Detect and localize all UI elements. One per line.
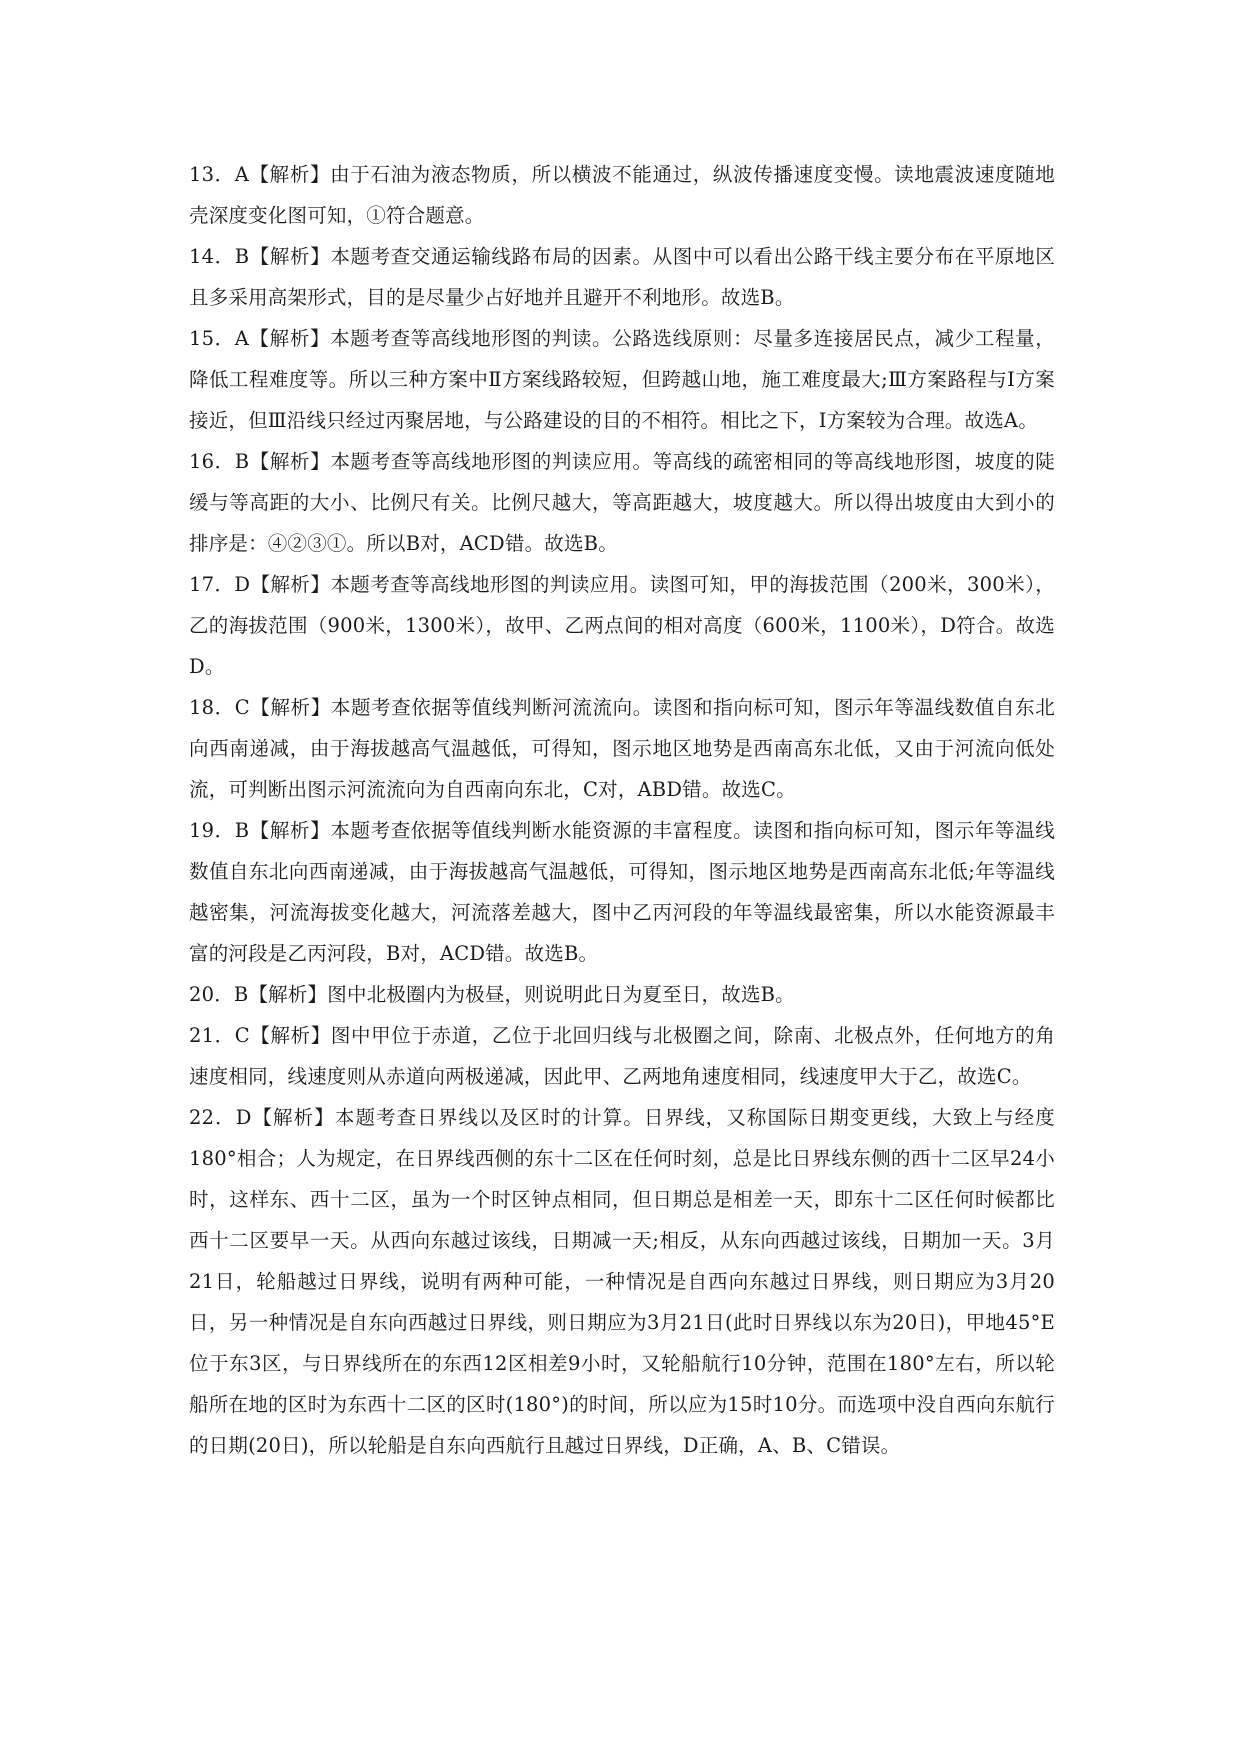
answer-explanations — [189, 154, 1055, 1466]
answer-22: 22．D【解析】本题考查日界线以及区时的计算。日界线，又称国际日期变更线，大致上与经度180°相合；人为规定，在日界线西侧的东十二区在任何时刻，总是比日界线东侧的西十二区早24小时，这样东、西十二区，虽为一个时区钟点相同，但日期总是相差一天，即东十二区任何时候都比西十二区要早一天。从西向东越过该线，日期减一天;相反，从东向西越过该线，日期加一天。3月21日，轮船越过日界线，说明有两种可能，一种情况是自西向东越过日界线，则日期应为3月20日，另一种情况是自东向西越过日界线，则日期应为3月21日(此时日界线以东为20日)，甲地45°E位于东3区，与日界线所在的东西12区相差9小时，又轮船航行10分钟，范围在180°左右，所以轮船所在地的区时为东西十二区的区时(180°)的时间，所以应为15时10分。而选项中没自西向东航行的日期(20日)，所以轮船是自东向西航行且越过日界线，D正确，A、B、C错误。 — [189, 1106, 1055, 1457]
answer-20: 20．B【解析】图中北极圈内为极昼，则说明此日为夏至日，故选B。 — [189, 983, 795, 1006]
answer-19: 19．B【解析】本题考查依据等值线判断水能资源的丰富程度。读图和指向标可知，图示年等温线数值自东北向西南递减，由于海拔越高气温越低，可得知，图示地区地势是西南高东北低;年等温线越密集，河流海拔变化越大，河流落差越大，图中乙丙河段的年等温线最密集，所以水能资源最丰富的河段是乙丙河段，B对，ACD错。故选B。 — [189, 819, 1055, 965]
answer-16: 16．B【解析】本题考查等高线地形图的判读应用。等高线的疏密相同的等高线地形图，坡度的陡缓与等高距的大小、比例尺有关。比例尺越大，等高距越大，坡度越大。所以得出坡度由大到小的排序是：④②③①。所以B对，ACD错。故选B。 — [189, 450, 1055, 555]
answer-21: 21．C【解析】图中甲位于赤道，乙位于北回归线与北极圈之间，除南、北极点外，任何地方的角速度相同，线速度则从赤道向两极递减，因此甲、乙两地角速度相同，线速度甲大于乙，故选C。 — [189, 1024, 1055, 1088]
answer-17: 17．D【解析】本题考查等高线地形图的判读应用。读图可知，甲的海拔范围（200米，300米），乙的海拔范围（900米，1300米），故甲、乙两点间的相对高度（600米，1100米），D符合。故选D。 — [189, 573, 1055, 678]
answer-14: 14．B【解析】本题考查交通运输线路布局的因素。从图中可以看出公路干线主要分布在平原地区且多采用高架形式，目的是尽量少占好地并且避开不利地形。故选B。 — [189, 245, 1055, 309]
answer-18: 18．C【解析】本题考查依据等值线判断河流流向。读图和指向标可知，图示年等温线数值自东北向西南递减，由于海拔越高气温越低，可得知，图示地区地势是西南高东北低，又由于河流向低处流，可判断出图示河流流向为自西南向东北，C对，ABD错。故选C。 — [189, 696, 1055, 801]
answer-15: 15．A【解析】本题考查等高线地形图的判读。公路选线原则：尽量多连接居民点，减少工程量，降低工程难度等。所以三种方案中Ⅱ方案线路较短，但跨越山地，施工难度最大;Ⅲ方案路程与Ⅰ方案接近，但Ⅲ沿线只经过丙聚居地，与公路建设的目的不相符。相比之下，Ⅰ方案较为合理。故选A。 — [189, 327, 1055, 432]
answer-13: 13．A【解析】由于石油为液态物质，所以横波不能通过，纵波传播速度变慢。读地震波速度随地壳深度变化图可知，①符合题意。 — [189, 163, 1055, 227]
